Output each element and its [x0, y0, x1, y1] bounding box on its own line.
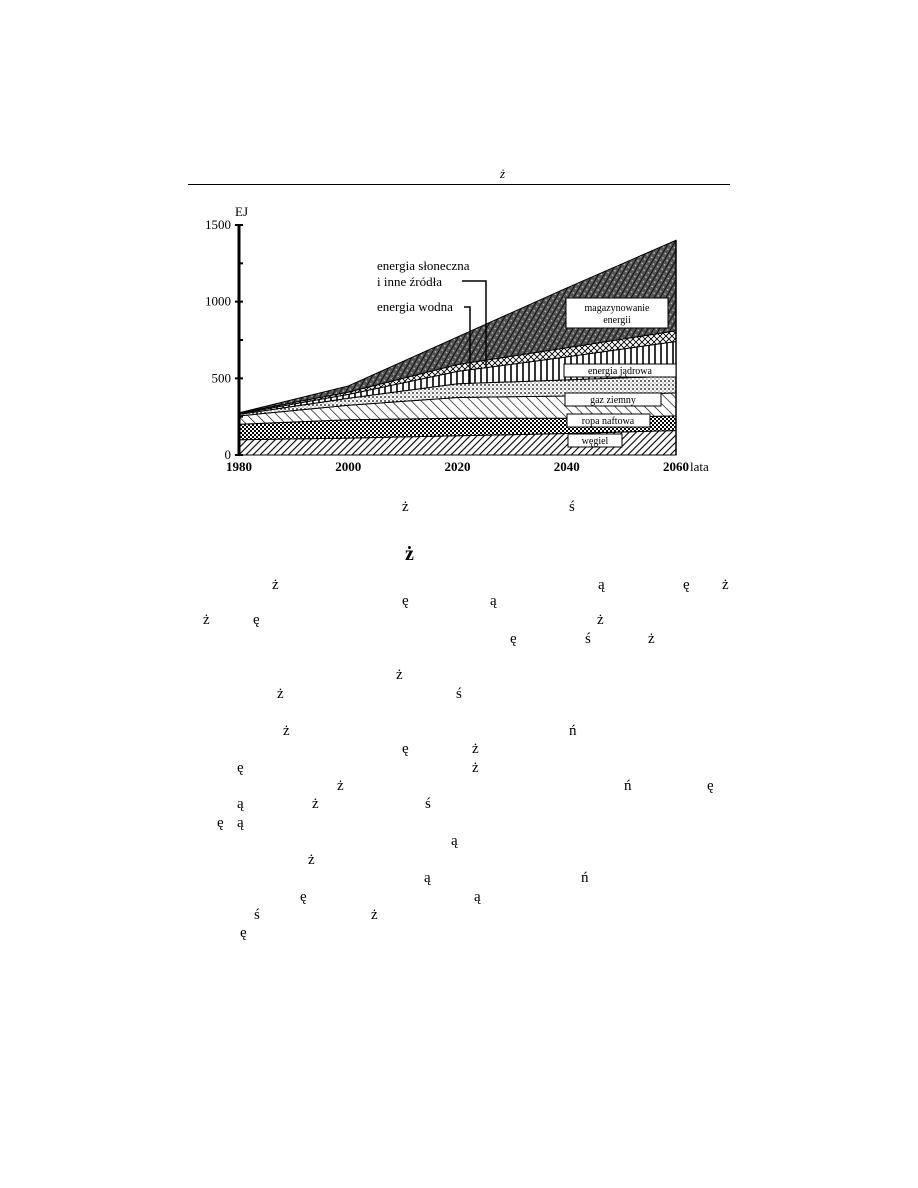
- body-fragment: ż: [308, 852, 315, 868]
- body-fragment: ę: [240, 925, 247, 941]
- svg-text:gaz ziemny: gaz ziemny: [590, 395, 636, 406]
- body-fragment: ż: [277, 686, 284, 702]
- svg-text:węgiel: węgiel: [581, 436, 609, 447]
- body-fragment: ż: [337, 778, 344, 794]
- body-fragment: ę: [300, 889, 307, 905]
- body-fragment: ś: [425, 796, 431, 812]
- body-fragment: ż: [203, 612, 210, 628]
- body-fragment: ą: [490, 593, 497, 609]
- body-fragment: ń: [581, 870, 589, 886]
- body-fragment: ż: [472, 741, 479, 757]
- body-fragment: ż: [597, 612, 604, 628]
- body-fragment: ń: [624, 778, 632, 794]
- x-tick-label: 2060: [663, 459, 689, 474]
- body-fragment: ś: [585, 631, 591, 647]
- body-fragment: ą: [451, 833, 458, 849]
- label-magazynowanie-line2: energii: [603, 315, 631, 326]
- body-fragment: ś: [456, 686, 462, 702]
- label-wegiel: [568, 434, 622, 447]
- body-fragment: ę: [402, 741, 409, 757]
- label-gaz-ziemny: [565, 393, 661, 406]
- y-axis-title: EJ: [235, 204, 248, 219]
- body-fragment: ę: [510, 631, 517, 647]
- y-tick-label: 1000: [205, 293, 231, 309]
- x-tick-label: 1980: [226, 459, 252, 474]
- body-fragment: ą: [237, 815, 244, 831]
- body-fragment: ę: [402, 593, 409, 609]
- svg-text:ropa naftowa: ropa naftowa: [581, 416, 635, 427]
- x-tick-label: 2040: [553, 459, 580, 474]
- y-tick-label: 500: [211, 370, 231, 386]
- body-fragment: ż: [312, 796, 319, 812]
- page-header-glyph: ż: [500, 166, 506, 181]
- body-fragment: ś: [254, 907, 260, 923]
- body-fragment: ż: [371, 907, 378, 923]
- caption-fragment: ż: [402, 499, 409, 515]
- body-fragment: ń: [569, 723, 577, 739]
- label-magazynowanie-energii: [566, 298, 668, 328]
- energy-stacked-area-chart: [0, 0, 918, 500]
- label-ropa-naftowa: [567, 414, 650, 427]
- body-fragment: ę: [237, 760, 244, 776]
- x-tick-label: 2020: [444, 459, 471, 474]
- caption-fragment: ś: [569, 499, 575, 515]
- body-fragment: ż: [472, 760, 479, 776]
- body-fragment: ę: [217, 815, 224, 831]
- label-energia-sloneczna-line1: energia słoneczna: [377, 258, 470, 273]
- body-fragment: ę: [683, 577, 690, 593]
- body-fragment: ż: [272, 577, 279, 593]
- body-fragment: ż: [648, 631, 655, 647]
- x-axis-title: lata: [690, 459, 709, 474]
- y-tick-label: 1500: [205, 217, 231, 232]
- body-fragment: ą: [424, 870, 431, 886]
- body-fragment: ż: [722, 577, 729, 593]
- body-fragment: ż: [283, 723, 290, 739]
- body-fragment: ą: [237, 796, 244, 812]
- svg-text:energia jądrowa: energia jądrowa: [588, 366, 652, 377]
- body-fragment: ą: [474, 889, 481, 905]
- body-fragment: ż: [396, 667, 403, 683]
- body-fragment: ę: [253, 612, 260, 628]
- label-energia-sloneczna-line2: i inne źródła: [377, 274, 442, 289]
- section-heading: ż: [405, 543, 414, 565]
- x-tick-label: 2000: [335, 459, 362, 474]
- label-energia-wodna: energia wodna: [377, 299, 453, 314]
- label-magazynowanie-line1: magazynowanie: [584, 303, 650, 314]
- label-energia-jadrowa: [564, 364, 676, 377]
- body-fragment: ą: [598, 577, 605, 593]
- body-fragment: ę: [707, 778, 714, 794]
- y-tick-label: 0: [224, 447, 231, 462]
